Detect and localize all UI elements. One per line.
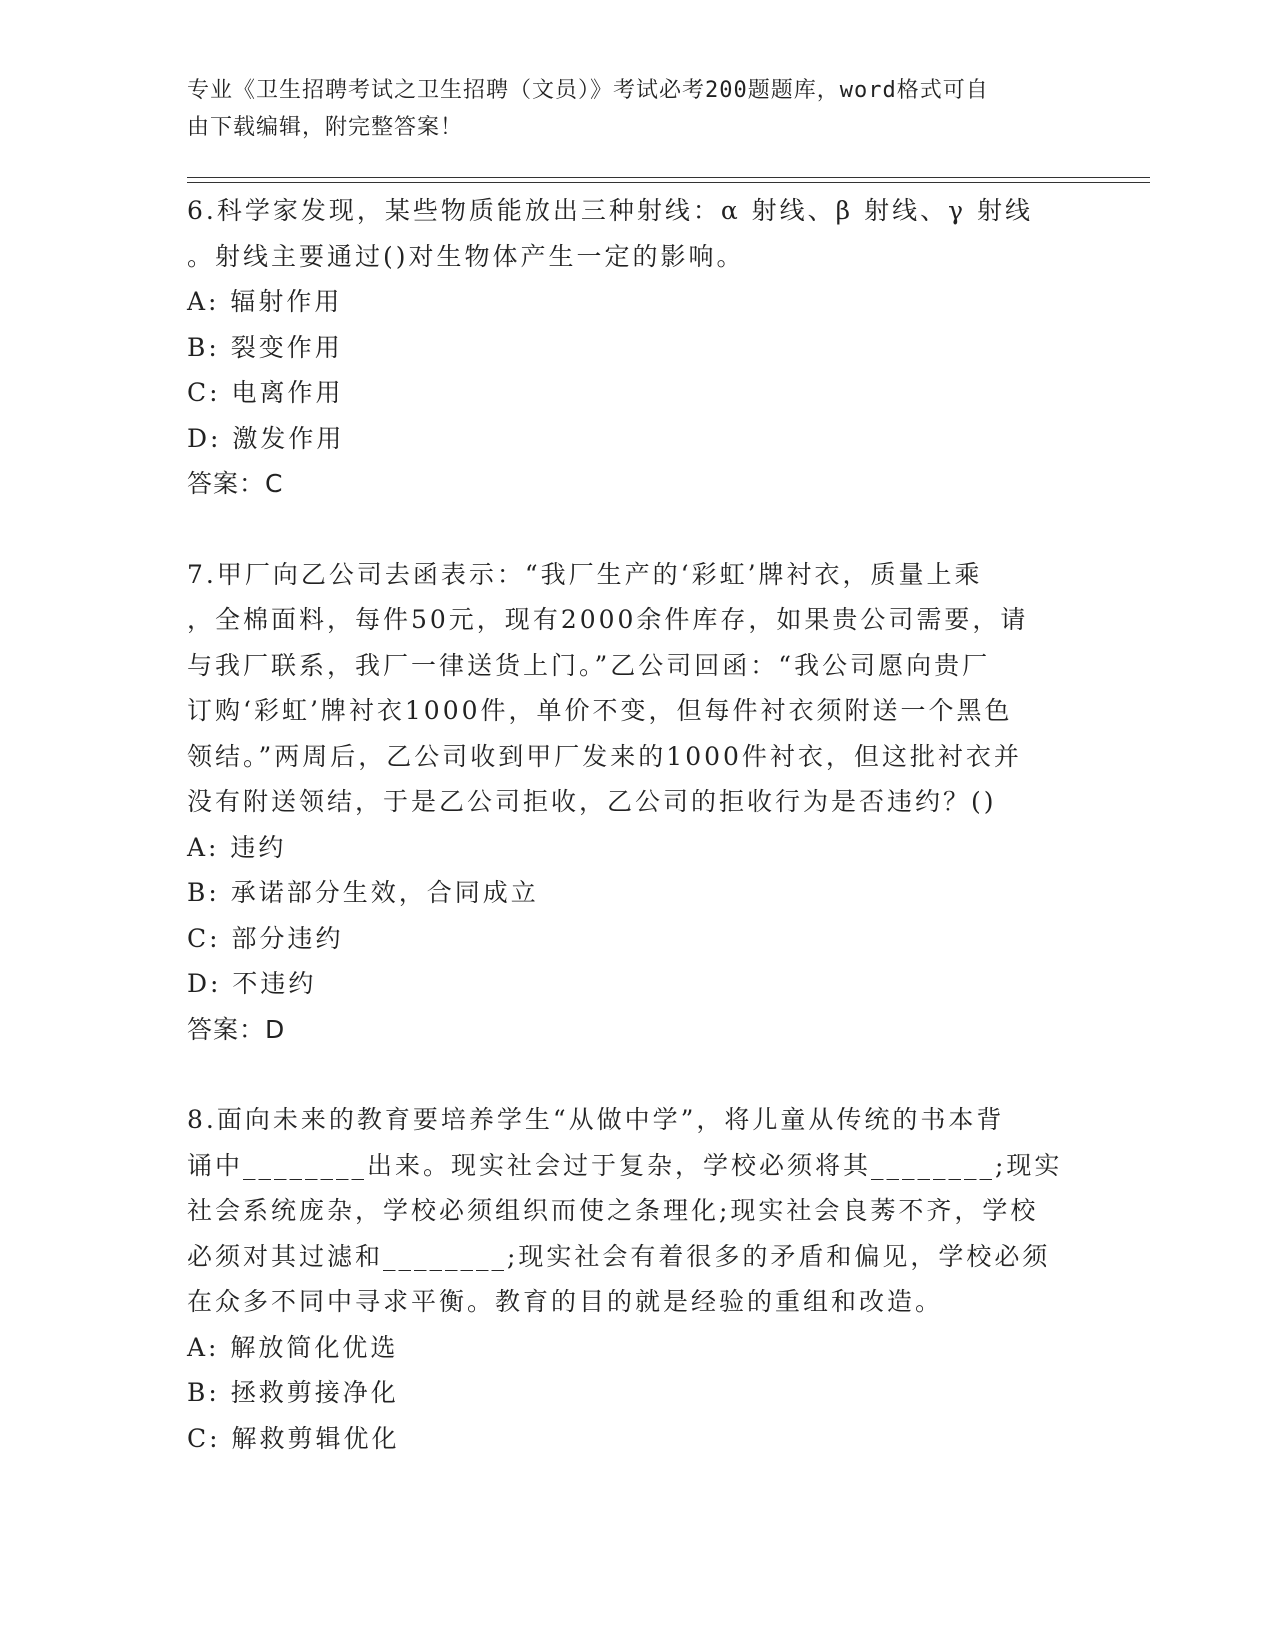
answer-line: 答案：D [187,1014,286,1044]
document-header [187,72,1067,146]
question-stem [187,1097,1087,1325]
question-list [187,188,1087,1461]
header-divider-top [187,177,1150,178]
stem-line: ，全棉面料，每件50元，现有2000余件库存，如果贵公司需要，请 [187,605,1029,634]
answer-line: 答案：C [187,469,284,498]
stem-line: 订购‘彩虹’牌衬衣1000件，单价不变，但每件衬衣须附送一个黑色 [187,696,1013,725]
question-spacer [187,507,1087,552]
option-c: C: 电离作用 [187,378,344,407]
option-a: A: 解放简化优选 [187,1332,399,1362]
question-7 [187,552,1087,1053]
stem-line: 社会系统庞杂，学校必须组织而使之条理化;现实社会良莠不齐，学校 [187,1196,1039,1225]
question-8 [187,1097,1087,1461]
stem-line: 必须对其过滤和________;现实社会有着很多的矛盾和偏见，学校必须 [187,1241,1051,1271]
option-c: C: 解救剪辑优化 [187,1423,400,1453]
question-stem [187,188,1087,279]
stem-line: 7.甲厂向乙公司去函表示：“我厂生产的‘彩虹’牌衬衣，质量上乘 [187,559,983,589]
option-b: B: 裂变作用 [187,332,343,362]
stem-line: 与我厂联系，我厂一律送货上门。”乙公司回函：“我公司愿向贵厂 [187,650,991,680]
option-a: A: 辐射作用 [187,287,343,316]
stem-line: 6.科学家发现，某些物质能放出三种射线：α 射线、β 射线、γ 射线 [187,196,1033,225]
option-d: D: 不违约 [187,969,317,998]
option-b: B: 拯救剪接净化 [187,1378,399,1407]
question-stem [187,552,1087,825]
header-line-1: 专业《卫生招聘考试之卫生招聘（文员）》考试必考200题题库，word格式可自 [187,78,989,103]
stem-line: 8.面向未来的教育要培养学生“从做中学”，将儿童从传统的书本背 [187,1105,1005,1134]
stem-line: 没有附送领结，于是乙公司拒收，乙公司的拒收行为是否违约？() [187,787,997,816]
option-b: B: 承诺部分生效，合同成立 [187,878,539,907]
option-a: A: 违约 [187,832,287,862]
stem-line: 领结。”两周后，乙公司收到甲厂发来的1000件衬衣，但这批衬衣并 [187,741,1022,771]
header-line-2: 由下载编辑，附完整答案！ [187,115,464,140]
question-6 [187,188,1087,507]
option-d: D: 激发作用 [187,423,345,453]
question-spacer [187,1052,1087,1097]
stem-line: 在众多不同中寻求平衡。教育的目的就是经验的重组和改造。 [187,1287,944,1316]
stem-line: 诵中________出来。现实社会过于复杂，学校必须将其________;现实 [187,1150,1063,1180]
stem-line: 。射线主要通过()对生物体产生一定的影响。 [187,241,745,271]
option-c: C: 部分违约 [187,923,344,953]
header-divider-bottom [187,182,1150,183]
